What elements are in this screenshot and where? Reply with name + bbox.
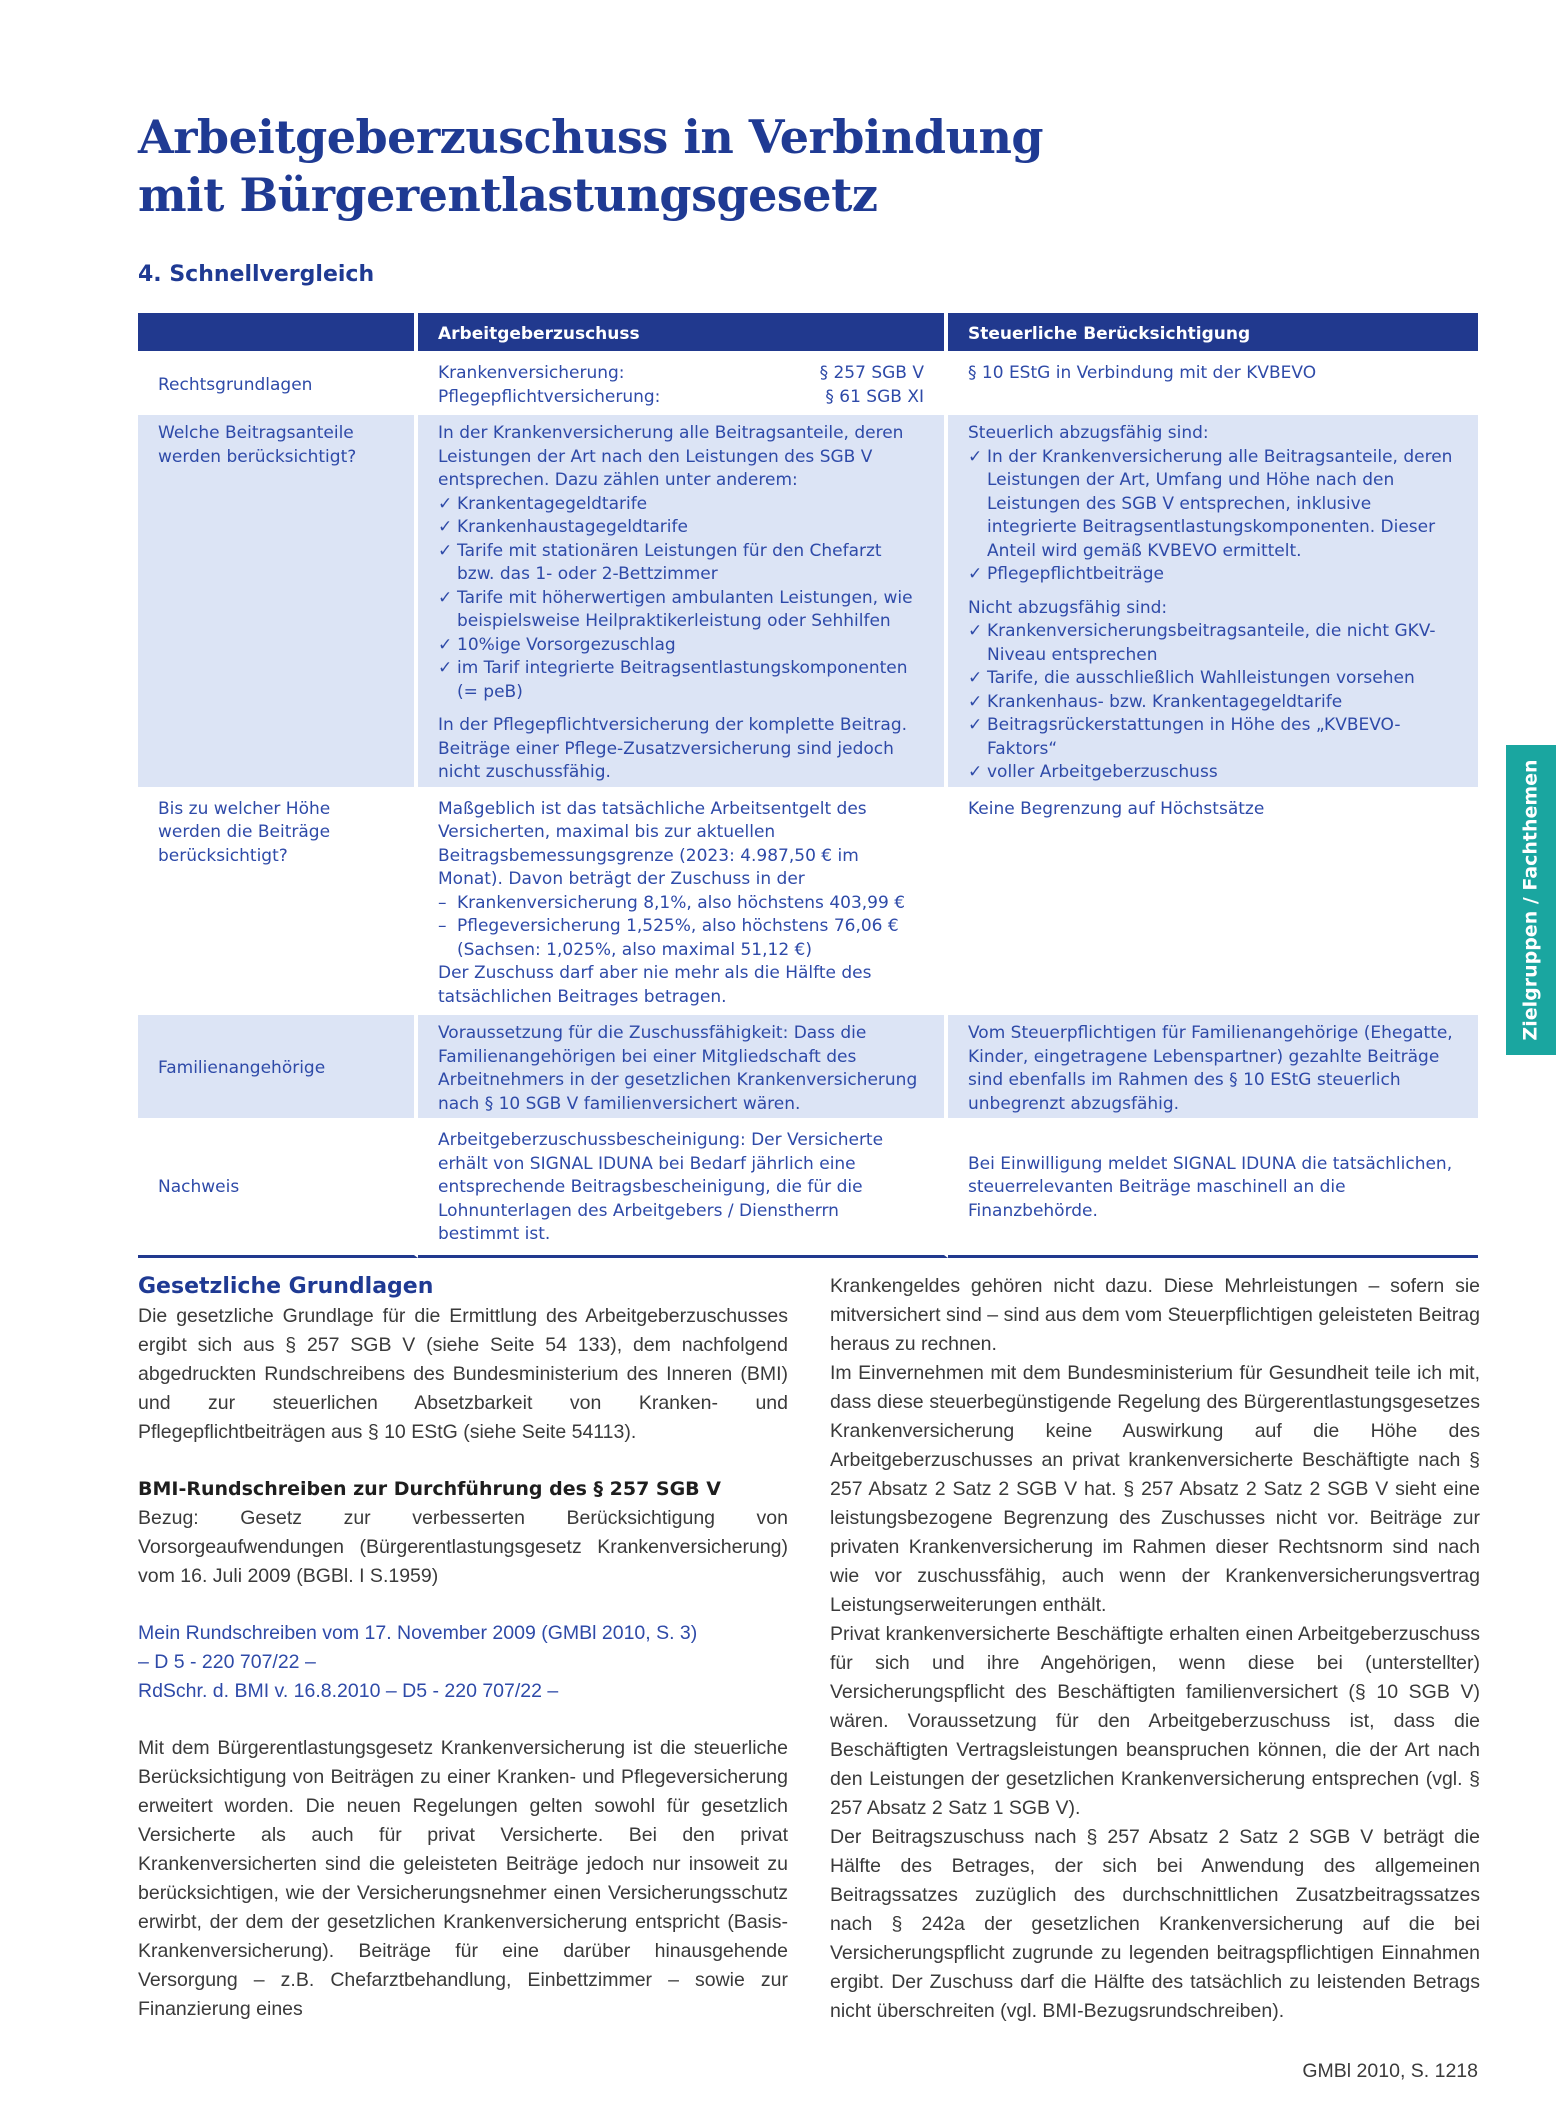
- paragraph-bezug: Bezug: Gesetz zur verbesserten Berücksichtigung von Vorsorgeaufwendungen (Bürgerentlastungsgesetz Krankenversicherung) vom 16. Juli 2009 (BGBl. I S.1959): [138, 1507, 788, 1587]
- kv-value: § 257 SGB V: [819, 363, 924, 383]
- left-text-column: [138, 1272, 788, 2024]
- check-item: ✓ Krankenversicherungsbeitragsanteile, die nicht GKV-Niveau entsprechen: [968, 620, 1458, 667]
- table-header-empty: [138, 313, 418, 351]
- row-label-familie: Familienangehörige: [138, 1011, 418, 1118]
- reference-line: – D 5 - 220 707/22 –: [138, 1651, 316, 1673]
- paragraph: Der Beitragszuschuss nach § 257 Absatz 2 Satz 2 SGB V beträgt die Hälfte des Betrages, der sich bei Anwendung des allgemeinen Beitragssatzes zuzüglich des durchschnittlichen Zusatzbeitragssatzes nach § 242a der gesetzlichen Krankenversicherung auf die bei Versicherungspflicht zugrunde zu legenden beitragspflichtigen Einnahmen ergibt. Der Zuschuss darf die Hälfte des tatsächlich zu leistenden Betrags nicht überschreiten (vgl. BMI-Bezugsrundschreiben).: [830, 1826, 1480, 2022]
- check-item: ✓ Krankentagegeldtarife: [438, 493, 924, 517]
- table-row: [138, 351, 1478, 411]
- kv-pflegepflichtversicherung: [438, 386, 924, 410]
- page-title-line-1: Arbeitgeberzuschuss in Verbindung: [138, 110, 1044, 164]
- rechtsgrundlagen-steuer-cell: § 10 EStG in Verbindung mit der KVBEVO: [948, 351, 1478, 411]
- hoehe-zuschuss-cell: [418, 787, 948, 1012]
- side-tab-label: Zielgruppen / Fachthemen: [1520, 759, 1542, 1041]
- check-item: ✓ im Tarif integrierte Beitragsentlastungskomponenten (= peB): [438, 657, 924, 704]
- table-header-steuerlich: Steuerliche Berücksichtigung: [948, 313, 1478, 351]
- paragraph: Im Einvernehmen mit dem Bundesministerium für Gesundheit teile ich mit, dass diese steuerbegünstigende Regelung des Bürgerentlastungsgesetzes Krankenversicherung keine Auswirkung auf die Höhe des Arbeitgeberzuschusses an privat krankenversicherte Beschäftigte nach § 257 Absatz 2 Satz 2 SGB V hat. § 257 Absatz 2 Satz 2 SGB V sieht eine leistungsbezogene Begrenzung des Zuschusses nicht vor. Beiträge zur privaten Krankenversicherung im Rahmen dieser Rechtsnorm sind nach wie vor zuschussfähig, auch wenn der Krankenversicherungsvertrag Leistungserweiterungen enthält.: [830, 1362, 1480, 1616]
- check-item: ✓ Krankenhaus- bzw. Krankentagegeldtarife: [968, 691, 1458, 715]
- cell-outro: In der Pflegepflichtversicherung der komplette Beitrag. Beiträge einer Pflege-Zusatzversicherung sind jedoch nicht zuschussfähig.: [438, 715, 908, 782]
- check-item: ✓ 10%ige Vorsorgezuschlag: [438, 634, 924, 658]
- rechtsgrundlagen-zuschuss-cell: [418, 351, 948, 411]
- nachweis-steuer-cell: Bei Einwilligung meldet SIGNAL IDUNA die tatsächlichen, steuerrelevanten Beiträge maschinell an die Finanzbehörde.: [948, 1118, 1478, 1258]
- page-title-line-2: mit Bürgerentlastungsgesetz: [138, 168, 878, 222]
- reference-line: RdSchr. d. BMI v. 16.8.2010 – D5 - 220 707/22 –: [138, 1680, 559, 1702]
- heading-bmi-rundschreiben: BMI-Rundschreiben zur Durchführung des § 257 SGB V: [138, 1478, 721, 1500]
- row-label-rechtsgrundlagen: Rechtsgrundlagen: [138, 351, 418, 411]
- dash-item: – Pflegeversicherung 1,525%, also höchstens 76,06 € (Sachsen: 1,025%, also maximal 51,12 €): [438, 915, 924, 962]
- cell-intro: In der Krankenversicherung alle Beitragsanteile, deren Leistungen der Art nach den Leistungen des SGB V entsprechen. Dazu zählen unter anderem:: [438, 423, 904, 490]
- check-item: ✓ Tarife mit höherwertigen ambulanten Leistungen, wie beispielsweise Heilpraktikerleistung oder Sehhilfen: [438, 587, 924, 634]
- table-header-arbeitgeberzuschuss: Arbeitgeberzuschuss: [418, 313, 948, 351]
- nachweis-zuschuss-cell: Arbeitgeberzuschussbescheinigung: Der Versicherte erhält von SIGNAL IDUNA bei Bedarf jährlich eine entsprechende Beitragsbescheinigung, die für die Lohnunterlagen des Arbeitgebers / Dienstherrn bestimmt ist.: [418, 1118, 948, 1258]
- kv-key: Pflegepflichtversicherung:: [438, 386, 661, 407]
- paragraph: Krankengeldes gehören nicht dazu. Diese Mehrleistungen – sofern sie mitversichert sind – sind aus dem vom Steuerpflichtigen geleisteten Beitrag heraus zu rechnen.: [830, 1275, 1480, 1355]
- comparison-table: [138, 313, 1478, 1258]
- dash-item: – Krankenversicherung 8,1%, also höchstens 403,99 €: [438, 892, 924, 916]
- check-item: ✓ voller Arbeitgeberzuschuss: [968, 761, 1458, 785]
- row-label-beitragsanteile: Welche Beitragsanteile werden berücksichtigt?: [138, 411, 418, 787]
- paragraph-body: Mit dem Bürgerentlastungsgesetz Krankenversicherung ist die steuerliche Berücksichtigung von Beiträgen zu einer Kranken- und Pflegeversicherung erweitert worden. Die neuen Regelungen gelten sowohl für gesetzlich Versicherte als auch für privat Versicherte. Bei den privat Krankenversicherten sind die geleisteten Beiträge jedoch nur insoweit zu berücksichtigen, wie der Versicherungsnehmer einen Versicherungsschutz erwirbt, der dem der gesetzlichen Krankenversicherung entspricht (Basis-Krankenversicherung). Beiträge für eine darüber hinausgehende Versorgung – z.B. Chefarztbehandlung, Einbettzimmer – sowie zur Finanzierung eines: [138, 1737, 788, 2020]
- kv-key: Krankenversicherung:: [438, 363, 625, 383]
- cell-intro: Maßgeblich ist das tatsächliche Arbeitsentgelt des Versicherten, maximal bis zur aktuellen Beitragsbemessungsgrenze (2023: 4.987,50 € im Monat). Davon beträgt der Zuschuss in der: [438, 798, 867, 889]
- table-row: [138, 411, 1478, 787]
- hoehe-steuer-cell: Keine Begrenzung auf Höchstsätze: [948, 787, 1478, 1012]
- check-item: ✓ Tarife mit stationären Leistungen für den Chefarzt bzw. das 1- oder 2-Bettzimmer: [438, 540, 924, 587]
- beitragsanteile-steuer-cell: [948, 411, 1478, 787]
- kv-krankenversicherung: [438, 362, 924, 386]
- paragraph: Privat krankenversicherte Beschäftigte erhalten einen Arbeitgeberzuschuss für sich und ihre Angehörigen, wenn diese bei (unterstellter) Versicherungspflicht des Beschäftigten familienversichert (§ 10 SGB V) wären. Voraussetzung für den Arbeitgeberzuschuss ist, dass die Beschäftigten Vertragsleistungen beanspruchen können, die der Art nach den Leistungen der gesetzlichen Krankenversicherung entsprechen (vgl. § 257 Absatz 2 Satz 1 SGB V).: [830, 1623, 1480, 1819]
- page-title: [138, 108, 1138, 224]
- footer-reference: GMBl 2010, S. 1218: [1302, 2060, 1478, 2082]
- check-item: ✓ Pflegepflichtbeiträge: [968, 563, 1458, 587]
- section-heading: 4. Schnellvergleich: [138, 262, 375, 287]
- familie-zuschuss-cell: Voraussetzung für die Zuschussfähigkeit: Dass die Familienangehörigen bei einer Mitgliedschaft des Arbeitnehmers in der gesetzlichen Krankenversicherung nach § 10 SGB V familienversichert wären.: [418, 1011, 948, 1118]
- cell-intro-2: Nicht abzugsfähig sind:: [968, 597, 1168, 618]
- side-tab-zielgruppen[interactable]: [1506, 745, 1556, 1055]
- row-label-hoehe: Bis zu welcher Höhe werden die Beiträge berücksichtigt?: [138, 787, 418, 1012]
- table-header-row: [138, 313, 1478, 351]
- check-item: ✓ Beitragsrückerstattungen in Höhe des „KVBEVO-Faktors“: [968, 714, 1458, 761]
- reference-line: Mein Rundschreiben vom 17. November 2009 (GMBl 2010, S. 3): [138, 1622, 698, 1644]
- reference-block: [138, 1619, 788, 1706]
- check-item: ✓ Tarife, die ausschließlich Wahlleistungen vorsehen: [968, 667, 1458, 691]
- familie-steuer-cell: Vom Steuerpflichtigen für Familienangehörige (Ehegatte, Kinder, eingetragene Lebenspartner) gezahlte Beiträge sind ebenfalls im Rahmen des § 10 EStG steuerlich unbegrenzt abzugsfähig.: [948, 1011, 1478, 1118]
- table-row: [138, 1011, 1478, 1118]
- paragraph-intro: Die gesetzliche Grundlage für die Ermittlung des Arbeitgeberzuschusses ergibt sich aus § 257 SGB V (siehe Seite 54 133), dem nachfolgend abgedruckten Rundschreibens des Bundesministerium des Inneren (BMI) und zur steuerlichen Absetzbarkeit von Kranken- und Pflegepflichtbeiträgen aus § 10 EStG (siehe Seite 54113).: [138, 1305, 788, 1443]
- row-label-nachweis: Nachweis: [138, 1118, 418, 1258]
- cell-intro: Steuerlich abzugsfähig sind:: [968, 423, 1209, 443]
- right-text-column: [830, 1272, 1480, 2026]
- beitragsanteile-zuschuss-cell: [418, 411, 948, 787]
- kv-value: § 61 SGB XI: [825, 386, 924, 407]
- check-item: ✓ In der Krankenversicherung alle Beitragsanteile, deren Leistungen der Art, Umfang und Höhe nach den Leistungen des SGB V entsprechen, inklusive integrierte Beitragsentlastungskomponenten. Dieser Anteil wird gemäß KVBEVO ermittelt.: [968, 446, 1458, 564]
- check-item: ✓ Krankenhaustagegeldtarife: [438, 516, 924, 540]
- table-row: [138, 787, 1478, 1012]
- table-row: [138, 1118, 1478, 1258]
- heading-gesetzliche-grundlagen: Gesetzliche Grundlagen: [138, 1274, 434, 1299]
- cell-outro: Der Zuschuss darf aber nie mehr als die Hälfte des tatsächlichen Beitrages betragen.: [438, 963, 872, 1007]
